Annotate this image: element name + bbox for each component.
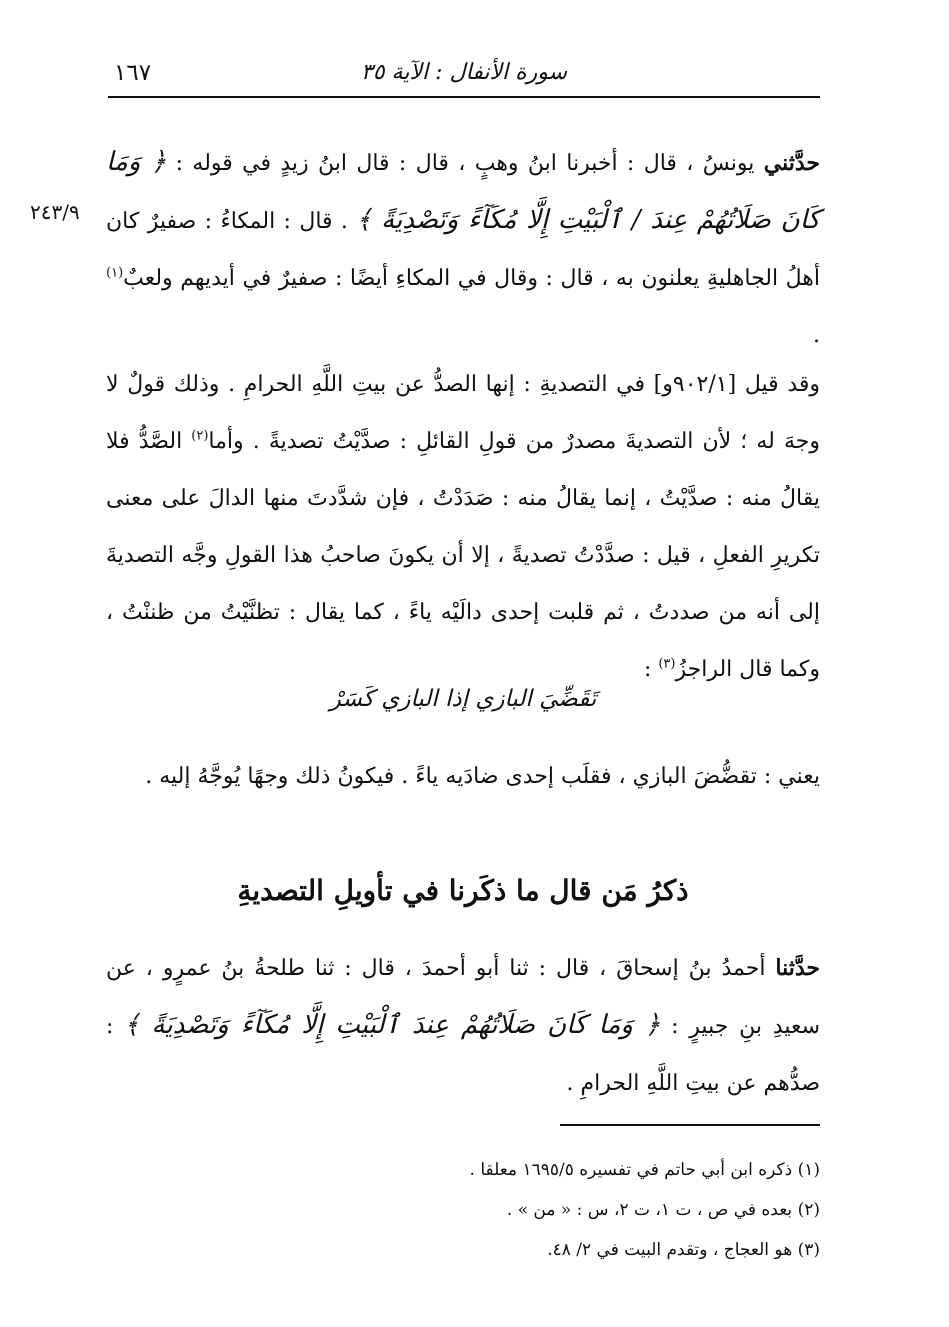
paragraph-text: وقد قيل [٩٠٢/١و] في التصديةِ : إنها الصدُّ عن بيتِ اللَّهِ الحرامِ . وذلك قولٌ لا وجهَ له ؛ لأن التصديةَ مصدرٌ من قولِ القائلِ : صدَّيْتُ تصديةً . وأما [106,372,821,454]
paragraph-text: : صدُّهم عن بيتِ اللَّهِ الحرامِ . [106,1014,820,1096]
poetry-verse: تَقَضِّيَ البازي إذا البازي كَسَرْ [329,686,597,712]
running-header [108,56,820,98]
chain-lead-word: حدَّثنا [775,955,820,981]
paragraph-4 [106,940,820,1112]
page-number: ١٦٧ [114,60,152,86]
paragraph-1 [106,134,820,364]
chain-lead-word: حدَّثني [763,150,821,176]
footnote-3: (٣) هو العجاج ، وتقدم البيت في ٢/ ٤٨. [547,1240,820,1260]
quran-quote: ﴿ وَمَا كَانَ صَلَاتُهُمْ عِندَ ٱلْبَيْتِ إِلَّا مُكَآءً وَتَصْدِيَةً ﴾ [124,1010,661,1040]
paragraph-text: أحمدُ بنُ إسحاقَ ، قال : ثنا أبو أحمدَ ، قال : ثنا طلحةُ بنُ عمرٍو ، عن سعيدِ بنِ جبيرٍ : [106,956,821,1039]
footnotes [106,1150,820,1270]
footnote-marker: (٣) [658,656,676,672]
paragraph-text: يونسُ ، قال : أخبرنا ابنُ وهبٍ ، قال : قال ابنُ زيدٍ في قوله : [166,151,764,176]
paragraph-text: الصَّدُّ فلا يقالُ منه : صدَّيْتُ ، إنما يقالُ منه : صَدَدْتُ ، فإن شدَّدتَ منها الدالَ على معنى تكريرِ الفعلِ ، قيل : صدَّدْتُ تصديةً ، إلا أن يكونَ صاحبُ هذا القولِ وجَّه التصديةَ إلى أنه من صددتُ ، ثم قلبت إحدى دالَيْه ياءً ، كما يقال : تظنَّيْتُ من ظننْتُ ، وكما قال الراجزُ [106,429,820,682]
section-heading: ذكرُ مَن قال ما ذكَرنا في تأويلِ التصديةِ [237,874,689,907]
paragraph-text: . [813,323,820,348]
quran-quote: ﴿ وَمَا كَانَ صَلَاتُهُمْ عِندَ / ٱلْبَيْتِ إِلَّا مُكَآءً وَتَصْدِيَةً ﴾ [106,147,820,235]
footnote-1: (١) ذكره ابن أبي حاتم في تفسيره ١٦٩٥/٥ معلقا . [469,1160,820,1180]
paragraph-3: يعني : تقضُّضَ البازي ، فقلَب إحدى ضادَيه ياءً . فيكونُ ذلك وجهًا يُوجَّهُ إليه . [145,764,820,789]
paragraph-text: . قال : المكاءُ : صفيرٌ كان أهلُ الجاهليةِ يعلنون به ، قال : وقال في المكاءِ أيضًا : صفيرٌ في أيديهم ولعبٌ [106,209,820,291]
footnote-separator [560,1124,820,1126]
running-header-title: سورة الأنفال : الآية ٣٥ [360,60,568,85]
paragraph-2 [106,356,820,698]
paragraph-text: : [643,657,659,682]
margin-reference: ٢٤٣/٩ [30,200,80,224]
footnote-marker: (١) [106,265,124,281]
footnote-2: (٢) بعده في ص ، ت ١، ت ٢، س : « من » . [506,1200,820,1220]
footnote-marker: (٢) [191,428,209,444]
